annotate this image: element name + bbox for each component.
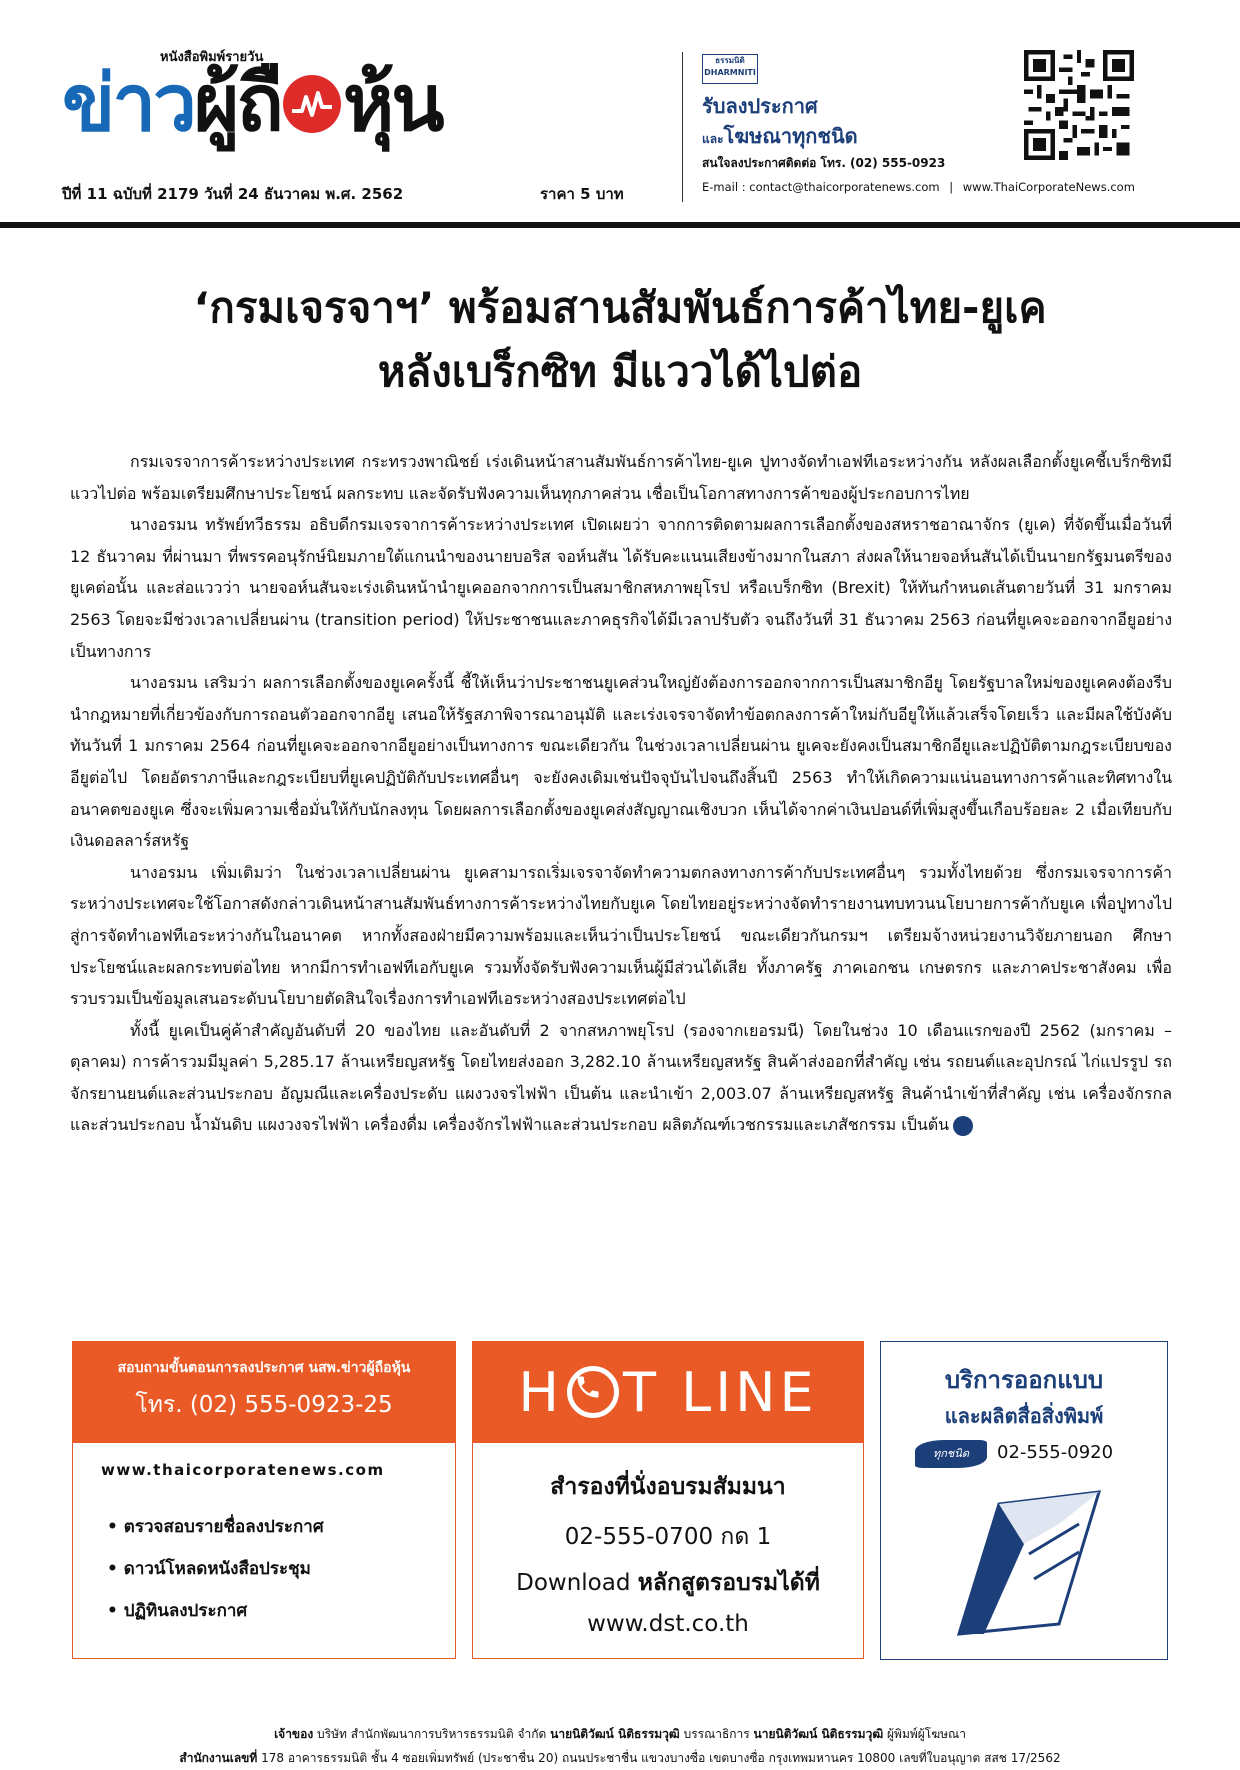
hotline-title-rest: T LINE — [622, 1360, 818, 1424]
hotline-title-h: H — [518, 1360, 563, 1424]
ad-line-2 — [702, 120, 858, 152]
article-paragraph: นางอรมน ทรัพย์ทวีธรรม อธิบดีกรมเจรจาการค้าระหว่างประเทศ เปิดเผยว่า จากการติดตามผลการเลือกตั้งของสหราชอาณาจักร (ยูเค) ที่จัดขึ้นเมื่อวันที่ 12 ธันวาคม ที่ผ่านมา ที่พรรคอนุรักษ์นิยมภายใต้แกนนำของนายบอริส จอห์นสัน ได้รับคะแนนเสียงข้างมากในสภา ส่งผลให้นายจอห์นสันได้เป็นนายกรัฐมนตรีของยูเคต่อนั้น และส่อแววว่า นายจอห์นสันจะเร่งเดินหน้านำยูเคออกจากการเป็นสมาชิกสหภาพยุโรป หรือเบร็กซิท (Brexit) ให้ทันกำหนดเส้นตายวันที่ 31 มกราคม 2563 โดยจะมีช่วงเวลาเปลี่ยนผ่าน (transition period) ให้ประชาชนและภาคธุรกิจได้มีเวลาปรับตัว จนถึงวันที่ 31 ธันวาคม 2563 ก่อนที่ยูเคจะออกจากอียูอย่างเป็นทางการ — [70, 515, 1172, 661]
footer-publisher-name: นายนิติวัฒน์ นิติธรรมวุฒิ — [753, 1727, 884, 1741]
design-service-title-1: บริการออกแบบ — [944, 1366, 1104, 1394]
hotline-web[interactable]: www.dst.co.th — [587, 1611, 749, 1637]
article-paragraph: นางอรมน เพิ่มเติมว่า ในช่วงเวลาเปลี่ยนผ่าน ยูเคสามารถเริ่มเจรจาจัดทำความตกลงทางการค้ากับประเทศอื่นๆ รวมทั้งไทยด้วย ซึ่งกรมเจรจาการค้าระหว่างประเทศจะใช้โอกาสดังกล่าวเดินหน้าสานสัมพันธ์ทางการค้าระหว่างไทยกับยูเค โดยไทยอยู่ระหว่างจัดทำรายงานทบทวนนโยบายการค้ากับยูเค เพื่อปูทางไปสู่การจัดทำเอฟทีเอระหว่างกันในอนาคต หากทั้งสองฝ่ายมีความพร้อมและเห็นว่าเป็นประโยชน์ ขณะเดียวกันกรมฯ เตรียมจ้างหน่วยงานวิจัยภายนอก ศึกษาประโยชน์และผลกระทบต่อไทย หากมีการทำเอฟทีเอกับยูเค รวมทั้งจัดรับฟังความเห็นผู้มีส่วนได้เสีย ทั้งภาครัฐ ภาคเอกชน เกษตรกร และภาคประชาสังคม เพื่อรวบรวมเป็นข้อมูลเสนอระดับนโยบายตัดสินใจเรื่องการทำเอฟทีเอระหว่างสองประเทศต่อไป — [70, 862, 1172, 1009]
ad-box-1-item: • ดาวน์โหลดหนังสือประชุม — [107, 1559, 311, 1579]
footer-editor-label: บรรณาธิการ — [679, 1727, 754, 1741]
design-service-tel[interactable]: 02-555-0920 — [997, 1442, 1114, 1463]
footer-owner-label: เจ้าของ — [274, 1727, 314, 1741]
footer-editor-name: นายนิติวัฒน์ นิติธรรมวุฒิ — [550, 1727, 680, 1741]
phone-icon — [567, 1366, 619, 1418]
ad-email[interactable]: E-mail : contact@thaicorporatenews.com — [702, 180, 940, 194]
qr-code-icon — [1024, 50, 1134, 160]
ad-box-1-question: สอบถามขั้นตอนการลงประกาศ นสพ.ข่าวผู้ถือหุ้น — [117, 1360, 411, 1376]
hotline-download-prefix: Download — [516, 1570, 638, 1596]
publisher-footer — [0, 1722, 1240, 1770]
brush-label: ทุกชนิด — [915, 1440, 987, 1468]
masthead — [62, 40, 1187, 210]
design-service-ad — [880, 1341, 1168, 1660]
footer-office-label: สำนักงานเลขที่ — [179, 1751, 258, 1765]
article-paragraph: กรมเจรจาการค้าระหว่างประเทศ กระทรวงพาณิชย์ เร่งเดินหน้าสานสัมพันธ์การค้าไทย-ยูเค ปูทางจัดทำเอฟทีเอระหว่างกัน หลังผลเลือกตั้งยูเคชี้เบร็กซิทมีแววไปต่อ พร้อมเตรียมศึกษาประโยชน์ ผลกระทบ และจัดรับฟังความเห็นทุกภาคส่วน เชื่อเป็นโอกาสทางการค้าของผู้ประกอบการไทย — [70, 452, 1172, 503]
issue-price: ราคา 5 บาท — [540, 185, 624, 203]
ad-line-2-small: และ — [702, 132, 724, 146]
headline — [40, 276, 1200, 404]
printed-paper-icon — [939, 1484, 1109, 1644]
article-paragraph-last — [70, 1015, 1172, 1141]
ad-line-1: รับลงประกาศ — [702, 94, 818, 118]
stock-chart-icon — [283, 75, 341, 133]
logo-text-black-1: ผู้ถื — [193, 59, 281, 149]
logo-text-black-2: หุ้น — [342, 59, 442, 149]
tagline: หนังสือพิมพ์รายวัน — [160, 50, 264, 65]
ad-box-1-tel: โทร. (02) 555-0923-25 — [135, 1392, 393, 1418]
footer-line-1 — [0, 1722, 1240, 1746]
ad-box-1-item: • ปฏิทินลงประกาศ — [107, 1601, 248, 1621]
hotline-header — [472, 1341, 864, 1443]
masthead-rule — [0, 222, 1240, 228]
dharmniti-logo: ธรรมนิติ DHARMNITI — [702, 54, 758, 84]
masthead-divider — [682, 52, 683, 202]
ad-box-1-web[interactable]: www.thaicorporatenews.com — [101, 1461, 385, 1479]
hotline-download-text: หลักสูตรอบรมได้ที่ — [637, 1570, 820, 1596]
logo-text-blue: ข่าว — [62, 59, 194, 149]
issue-info: ปีที่ 11 ฉบับที่ 2179 วันที่ 24 ธันวาคม พ.ศ. 2562 — [62, 185, 404, 203]
hotline-download — [473, 1565, 863, 1601]
ad-box-1-item: • ตรวจสอบรายชื่อลงประกาศ — [107, 1517, 324, 1537]
design-service-title-2: และผลิตสื่อสิ่งพิมพ์ — [944, 1404, 1104, 1428]
ad-web[interactable]: www.ThaiCorporateNews.com — [962, 180, 1135, 194]
footer-owner: บริษัท สำนักพัฒนาการบริหารธรรมนิติ จำกัด — [313, 1727, 551, 1741]
article-end-icon — [953, 1116, 973, 1136]
ad-contact: สนใจลงประกาศติดต่อ โทร. (02) 555-0923 — [702, 156, 946, 170]
footer-office-address: 178 อาคารธรรมนิติ ชั้น 4 ซอยเพิ่มทรัพย์ (ประชาชื่น 20) ถนนประชาชื่น แขวงบางซื่อ เขตบางซื่อ กรุงเทพมหานคร 10800 เลขที่ใบอนุญาต สสช 17/2562 — [257, 1751, 1061, 1765]
newspaper-logo — [62, 54, 442, 154]
headline-line-2: หลังเบร็กซิท มีแววได้ไปต่อ — [377, 347, 863, 396]
ad-box-1-body — [72, 1443, 456, 1659]
hotline-body — [472, 1443, 864, 1659]
ad-email-web: E-mail : contact@thaicorporatenews.com | www.ThaiCorporateNews.com — [702, 180, 1135, 194]
footer-line-2 — [0, 1746, 1240, 1770]
hotline-line-1: สำรองที่นั่งอบรมสัมมนา — [550, 1474, 786, 1500]
article-body — [70, 446, 1172, 1141]
ad-line-2-text: โฆษณาทุกชนิด — [723, 124, 858, 148]
footer-publisher-label: ผู้พิมพ์ผู้โฆษณา — [883, 1727, 966, 1741]
ad-box-1-header — [72, 1341, 456, 1443]
hotline-phone[interactable]: 02-555-0700 กด 1 — [564, 1524, 772, 1550]
headline-line-1: ‘กรมเจรจาฯ’ พร้อมสานสัมพันธ์การค้าไทย-ยูเค — [193, 283, 1047, 332]
article-paragraph: ทั้งนี้ ยูเคเป็นคู่ค้าสำคัญอันดับที่ 20 ของไทย และอันดับที่ 2 จากสหภาพยุโรป (รองจากเยอรมนี) โดยในช่วง 10 เดือนแรกของปี 2562 (มกราคม – ตุลาคม) การค้ารวมมีมูลค่า 5,285.17 ล้านเหรียญสหรัฐ โดยไทยส่งออก 3,282.10 ล้านเหรียญสหรัฐ สินค้าส่งออกที่สำคัญ เช่น รถยนต์และอุปกรณ์ ไก่แปรรูป รถจักรยานยนต์และส่วนประกอบ อัญมณีและเครื่องประดับ แผงวงจรไฟฟ้า เป็นต้น และนำเข้า 2,003.07 ล้านเหรียญสหรัฐ สินค้านำเข้าที่สำคัญ เช่น เครื่องจักรกลและส่วนประกอบ น้ำมันดิบ แผงวงจรไฟฟ้า เครื่องดื่ม เครื่องจักรไฟฟ้าและส่วนประกอบ ผลิตภัณฑ์เวชกรรมและเภสัชกรรม เป็นต้น — [70, 1020, 1172, 1135]
article-paragraph: นางอรมน เสริมว่า ผลการเลือกตั้งของยูเคครั้งนี้ ชี้ให้เห็นว่าประชาชนยูเคส่วนใหญ่ยังต้องการออกจากการเป็นสมาชิกอียู โดยรัฐบาลใหม่ของยูเคคงต้องรีบนำกฎหมายที่เกี่ยวข้องกับการถอนตัวออกจากอียู เสนอให้รัฐสภาพิจารณาอนุมัติ และเร่งเจรจาจัดทำข้อตกลงการค้าใหม่กับอียูให้แล้วเสร็จโดยเร็ว และมีผลใช้บังคับทันวันที่ 1 มกราคม 2564 ก่อนที่ยูเคจะออกจากอียูอย่างเป็นทางการ ขณะเดียวกัน ในช่วงเวลาเปลี่ยนผ่าน ยูเคจะยังคงเป็นสมาชิกอียูและปฏิบัติตามกฎระเบียบของอียูต่อไป โดยอัตราภาษีและกฎระเบียบที่ยูเคปฏิบัติกับประเทศอื่นๆ จะยังคงเดิมเช่นปัจจุบันไปจนถึงสิ้นปี 2563 ทำให้เกิดความแน่นอนทางการค้าและทิศทางในอนาคตของยูเค ซึ่งจะเพิ่มความเชื่อมั่นให้กับนักลงทุน โดยผลการเลือกตั้งของยูเคส่งสัญญาณเชิงบวก เห็นได้จากค่าเงินปอนด์ที่เพิ่มสูงขึ้นเกือบร้อยละ 2 เมื่อเทียบกับเงินดอลลาร์สหรัฐ — [70, 673, 1172, 851]
